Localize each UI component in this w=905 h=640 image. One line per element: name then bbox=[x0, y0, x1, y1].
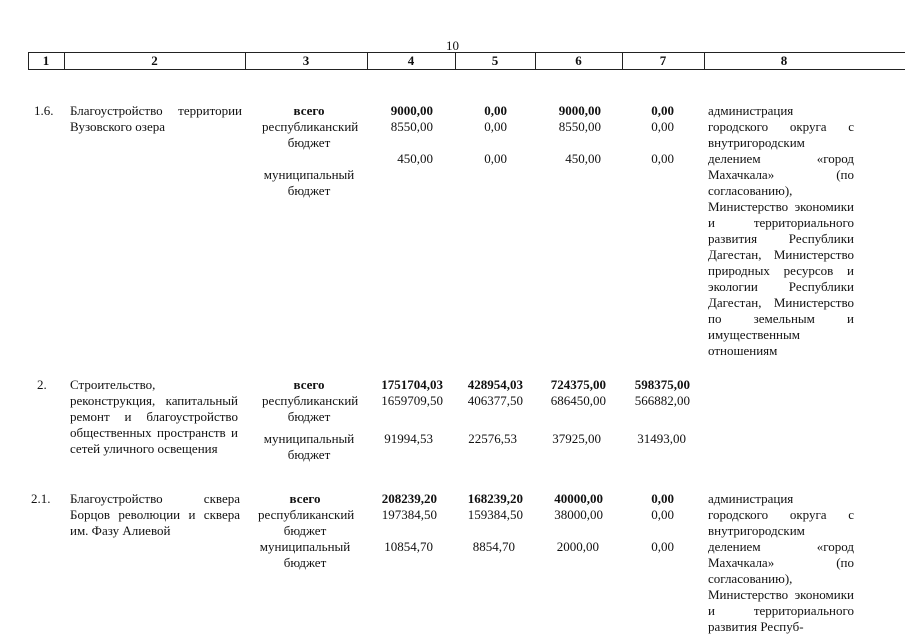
amount-cell: 38000,00 bbox=[554, 507, 603, 522]
amount-cell: 40000,00 bbox=[554, 491, 603, 506]
row-number: 2.1. bbox=[31, 491, 51, 506]
amount-cell: 1751704,03 bbox=[381, 377, 443, 392]
amount-cell: 0,00 bbox=[651, 119, 674, 134]
header-col-6: 6 bbox=[575, 53, 582, 68]
amount-cell: 0,00 bbox=[484, 119, 507, 134]
amount-cell: 91994,53 bbox=[384, 431, 433, 446]
amount-cell: 0,00 bbox=[484, 151, 507, 166]
amount-cell: 159384,50 bbox=[467, 507, 523, 522]
row-name: Благоустройство территории Вузовского озера bbox=[70, 103, 242, 134]
header-col-5: 5 bbox=[491, 53, 499, 68]
amount-cell: 197384,50 bbox=[381, 507, 437, 522]
source-total: всего bbox=[293, 377, 325, 392]
page-number: 10 bbox=[446, 38, 459, 53]
amount-cell: 428954,03 bbox=[467, 377, 523, 392]
amount-cell: 0,00 bbox=[651, 103, 674, 118]
amount-cell: 0,00 bbox=[651, 539, 674, 554]
amount-cell: 0,00 bbox=[484, 103, 507, 118]
row-number: 1.6. bbox=[34, 103, 54, 118]
amount-cell: 208239,20 bbox=[381, 491, 437, 506]
source-column bbox=[244, 491, 366, 571]
amount-cell: 37925,00 bbox=[552, 431, 601, 446]
header-col-3: 3 bbox=[302, 53, 310, 68]
header-col-2: 2 bbox=[151, 53, 158, 68]
amount-cell: 8854,70 bbox=[472, 539, 515, 554]
source-municipal: муниципальный бюджет bbox=[263, 431, 355, 462]
header-col-8: 8 bbox=[780, 53, 788, 68]
amount-cell: 450,00 bbox=[397, 151, 433, 166]
amount-cell: 8550,00 bbox=[558, 119, 601, 134]
row-executors: администрация городского округа с внутригородским делением «город Махачкала» (по согласованию), Министерство экономики и территориального развития Респуб- bbox=[708, 491, 854, 634]
source-republican: республиканский бюджет bbox=[258, 507, 355, 538]
amount-cell: 9000,00 bbox=[558, 103, 601, 118]
amount-cell: 22576,53 bbox=[468, 431, 517, 446]
row-name: Строительство, реконструкция, капитальный ремонт и благоустройство общественных пространств и сетей уличного освещения bbox=[70, 377, 238, 456]
amount-cell: 686450,00 bbox=[550, 393, 606, 408]
row-number: 2. bbox=[37, 377, 47, 392]
source-total: всего bbox=[293, 103, 325, 118]
source-column bbox=[248, 377, 370, 463]
amount-cell: 406377,50 bbox=[467, 393, 523, 408]
source-municipal: муниципальный бюджет bbox=[263, 167, 355, 198]
amount-cell: 1659709,50 bbox=[381, 393, 443, 408]
source-municipal: муниципальный бюджет bbox=[259, 539, 351, 570]
source-republican: республиканский бюджет bbox=[262, 393, 359, 424]
amount-cell: 10854,70 bbox=[384, 539, 433, 554]
amount-cell: 0,00 bbox=[651, 491, 674, 506]
amount-cell: 0,00 bbox=[651, 151, 674, 166]
source-total: всего bbox=[289, 491, 321, 506]
row-executors: администрация городского округа с внутригородским делением «город Махачкала» (по согласованию), Министерство экономики и территориального развития Республики Дагестан, Министерство природных ресурсов и экологии Республики Дагестан, Министерство по земельным и имущественным отношениям bbox=[708, 103, 854, 358]
source-republican: республиканский бюджет bbox=[262, 119, 359, 150]
source-column bbox=[248, 103, 370, 199]
header-col-1: 1 bbox=[42, 53, 50, 68]
amount-cell: 8550,00 bbox=[390, 119, 433, 134]
amount-cell: 0,00 bbox=[651, 507, 674, 522]
row-name: Благоустройство сквера Борцов революции и сквера им. Фазу Алиевой bbox=[70, 491, 240, 538]
header-col-4: 4 bbox=[407, 53, 415, 68]
amount-cell: 9000,00 bbox=[390, 103, 433, 118]
amount-cell: 724375,00 bbox=[550, 377, 606, 392]
header-col-7: 7 bbox=[659, 53, 667, 68]
amount-cell: 566882,00 bbox=[634, 393, 690, 408]
amount-cell: 2000,00 bbox=[556, 539, 599, 554]
header-bottom-border bbox=[28, 69, 905, 70]
amount-cell: 598375,00 bbox=[634, 377, 690, 392]
amount-cell: 31493,00 bbox=[637, 431, 686, 446]
amount-cell: 450,00 bbox=[565, 151, 601, 166]
amount-cell: 168239,20 bbox=[467, 491, 523, 506]
